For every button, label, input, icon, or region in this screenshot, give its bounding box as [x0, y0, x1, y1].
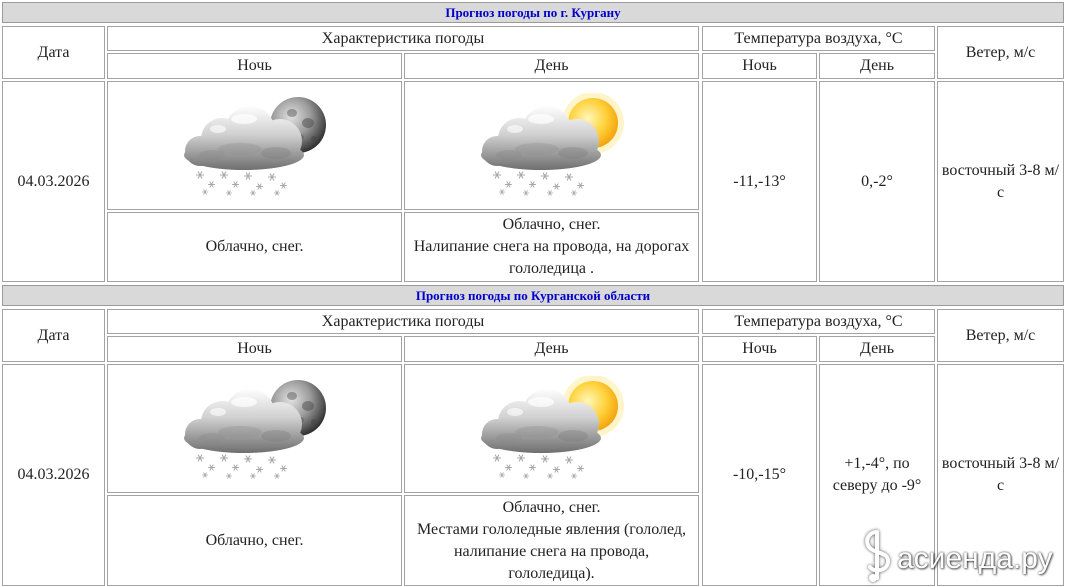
city-forecast-section — [0, 0, 1066, 283]
temperature-day-header: День — [819, 336, 935, 362]
day-weather-image-cell — [404, 81, 699, 210]
wind-header: Ветер, м/с — [937, 309, 1064, 362]
night-weather-description — [107, 495, 402, 586]
temperature-day-header: День — [819, 53, 935, 79]
cloudy-snow-day-graphic — [481, 376, 624, 478]
temperature-day-value: +1,-4°, по северу до -9° — [819, 364, 935, 586]
temperature-day-value: 0,-2° — [819, 81, 935, 282]
cloudy-snow-day-graphic — [481, 93, 624, 195]
temperature-night-value: -10,-15° — [702, 364, 817, 586]
temperature-night-header: Ночь — [702, 336, 817, 362]
wind-value: восточный 3-8 м/с — [937, 364, 1064, 586]
cloudy-snow-night-graphic — [184, 380, 326, 478]
weather-header: Характеристика погоды — [107, 26, 699, 51]
weather-night-header: Ночь — [107, 336, 402, 362]
watermark-text: асиенда.ру — [897, 542, 1053, 575]
cloudy-snow-night-graphic — [184, 97, 326, 195]
night-weather-summary: Облачно, снег. — [205, 531, 304, 549]
day-weather-description — [404, 495, 699, 586]
wind-value: восточный 3-8 м/с — [937, 81, 1064, 282]
weather-header: Характеристика погоды — [107, 309, 699, 334]
day-weather-description — [404, 212, 699, 282]
cloudy-snow-day-icon — [477, 376, 627, 481]
night-weather-image-cell — [107, 364, 402, 493]
temperature-night-header: Ночь — [702, 53, 817, 79]
forecast-date: 04.03.2026 — [2, 81, 105, 282]
section-title: Прогноз погоды по г. Кургану — [2, 2, 1064, 23]
cloudy-snow-night-icon — [180, 93, 330, 198]
temperature-night-value: -11,-13° — [702, 81, 817, 282]
wind-header: Ветер, м/с — [937, 26, 1064, 79]
section-title: Прогноз погоды по Курганской области — [2, 285, 1064, 306]
date-header: Дата — [2, 309, 105, 362]
weather-day-header: День — [404, 53, 699, 79]
cloudy-snow-day-icon — [477, 93, 627, 198]
cloudy-snow-night-icon — [180, 376, 330, 481]
temperature-header: Температура воздуха, °C — [702, 26, 935, 51]
night-weather-summary: Облачно, снег. — [205, 238, 304, 255]
day-weather-summary: Облачно, снег. — [502, 498, 601, 516]
day-weather-details: Налипание снега на провода, на дорогах гололедица . — [413, 238, 690, 277]
day-weather-image-cell — [404, 364, 699, 493]
day-weather-details: Местами гололедные явления (гололед, налипание снега на провода, гололедица). — [416, 520, 687, 582]
day-weather-summary: Облачно, снег. — [502, 216, 601, 233]
date-header: Дата — [2, 26, 105, 79]
watermark-logo-icon — [860, 528, 894, 584]
weather-day-header: День — [404, 336, 699, 362]
forecast-date: 04.03.2026 — [2, 364, 105, 586]
night-weather-image-cell — [107, 81, 402, 210]
weather-night-header: Ночь — [107, 53, 402, 79]
night-weather-description — [107, 212, 402, 282]
temperature-header: Температура воздуха, °C — [702, 309, 935, 334]
